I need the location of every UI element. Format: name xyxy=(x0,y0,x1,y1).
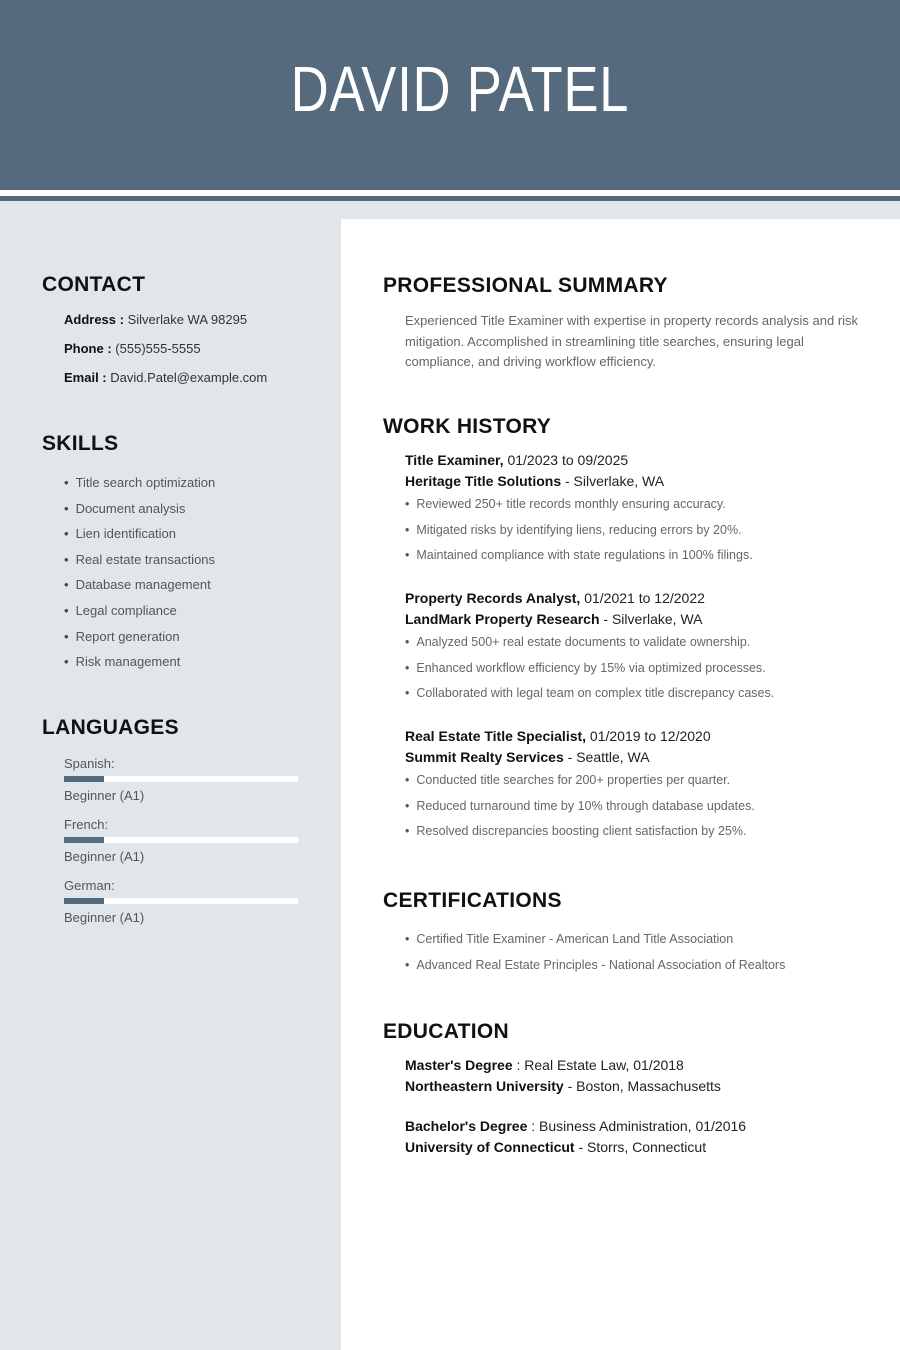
certification-item: • Advanced Real Estate Principles - National Association of Realtors xyxy=(405,956,785,982)
education-school: University of Connecticut xyxy=(405,1139,575,1155)
education-school: Northeastern University xyxy=(405,1078,564,1094)
contact-address xyxy=(64,312,247,327)
contact-email xyxy=(64,370,267,385)
job-company-line xyxy=(405,471,875,492)
education-entry xyxy=(405,1116,875,1158)
address-label: Address : xyxy=(64,312,124,327)
skill-item: • Legal compliance xyxy=(64,602,215,628)
job-company-line xyxy=(405,747,875,768)
education-school-line xyxy=(405,1137,875,1158)
job-bullet: • Reduced turnaround time by 10% through database updates. xyxy=(405,797,875,823)
job-role: Title Examiner, xyxy=(405,452,504,468)
job-company-line xyxy=(405,609,875,630)
language-entry xyxy=(64,756,298,803)
education-location: - Boston, Massachusetts xyxy=(563,1078,721,1094)
language-name: Spanish: xyxy=(64,756,115,771)
job-location: - Silverlake, WA xyxy=(561,473,665,489)
language-proficiency-fill xyxy=(64,898,104,904)
job-dates: 01/2023 to 09/2025 xyxy=(503,452,629,468)
job-location: - Seattle, WA xyxy=(563,749,650,765)
job-bullet: • Maintained compliance with state regulations in 100% filings. xyxy=(405,546,875,572)
candidate-name: DAVID PATEL xyxy=(290,53,630,125)
education-location: - Storrs, Connecticut xyxy=(574,1139,707,1155)
education-entry xyxy=(405,1055,875,1097)
job-bullet: • Mitigated risks by identifying liens, reducing errors by 20%. xyxy=(405,521,875,547)
job-title-line xyxy=(405,450,875,471)
phone-label: Phone : xyxy=(64,341,112,356)
contact-phone xyxy=(64,341,201,356)
education-degree: Bachelor's Degree xyxy=(405,1118,528,1134)
job-role: Real Estate Title Specialist, xyxy=(405,728,587,744)
education-degree: Master's Degree xyxy=(405,1057,513,1073)
job-title-line xyxy=(405,588,875,609)
language-proficiency-fill xyxy=(64,837,104,843)
job-company: Heritage Title Solutions xyxy=(405,473,562,489)
phone-value: (555)555-5555 xyxy=(115,341,201,356)
language-proficiency-bar xyxy=(64,837,298,843)
skill-item: • Database management xyxy=(64,576,215,602)
education-degree-line xyxy=(405,1116,875,1137)
language-proficiency-bar xyxy=(64,776,298,782)
education-title: EDUCATION xyxy=(383,1020,509,1043)
address-value: Silverlake WA 98295 xyxy=(127,312,248,327)
languages-title: LANGUAGES xyxy=(42,716,179,739)
job-bullet: • Enhanced workflow efficiency by 15% via optimized processes. xyxy=(405,659,875,685)
skill-item: • Risk management xyxy=(64,653,215,679)
contact-title: CONTACT xyxy=(42,273,146,296)
language-entry xyxy=(64,878,298,925)
language-level: Beginner (A1) xyxy=(64,910,145,925)
language-entry xyxy=(64,817,298,864)
email-label: Email : xyxy=(64,370,107,385)
language-name: French: xyxy=(64,817,109,832)
job-entry xyxy=(405,588,875,710)
job-entry xyxy=(405,450,875,572)
language-level: Beginner (A1) xyxy=(64,788,145,803)
education-degree-line xyxy=(405,1055,875,1076)
skill-item: • Report generation xyxy=(64,628,215,654)
certifications-list xyxy=(405,930,785,981)
skills-list xyxy=(64,474,215,679)
work-history-title: WORK HISTORY xyxy=(383,415,552,438)
skill-item: • Lien identification xyxy=(64,525,215,551)
job-title-line xyxy=(405,726,875,747)
job-bullet: • Analyzed 500+ real estate documents to validate ownership. xyxy=(405,633,875,659)
job-bullet: • Reviewed 250+ title records monthly ensuring accuracy. xyxy=(405,495,875,521)
job-bullet: • Conducted title searches for 200+ properties per quarter. xyxy=(405,771,875,797)
certifications-title: CERTIFICATIONS xyxy=(383,889,562,912)
job-dates: 01/2019 to 12/2020 xyxy=(586,728,711,744)
top-strip xyxy=(341,201,900,219)
skills-title: SKILLS xyxy=(42,432,119,455)
education-field: : Business Administration, 01/2016 xyxy=(527,1118,747,1134)
job-role: Property Records Analyst, xyxy=(405,590,581,606)
job-company: Summit Realty Services xyxy=(405,749,564,765)
language-level: Beginner (A1) xyxy=(64,849,145,864)
education-field: : Real Estate Law, 01/2018 xyxy=(512,1057,684,1073)
job-bullets xyxy=(405,633,875,710)
language-proficiency-bar xyxy=(64,898,298,904)
education-school-line xyxy=(405,1076,875,1097)
skill-item: • Title search optimization xyxy=(64,474,215,500)
email-value: David.Patel@example.com xyxy=(110,370,268,385)
job-dates: 01/2021 to 12/2022 xyxy=(580,590,705,606)
job-bullet: • Resolved discrepancies boosting client satisfaction by 25%. xyxy=(405,822,875,848)
job-bullets xyxy=(405,495,875,572)
job-entry xyxy=(405,726,875,848)
summary-title: PROFESSIONAL SUMMARY xyxy=(383,274,668,297)
skill-item: • Document analysis xyxy=(64,500,215,526)
job-bullets xyxy=(405,771,875,848)
summary-text: Experienced Title Examiner with expertise in property records analysis and risk mitigation. Accomplished in streamlining title searches, ensuring legal compliance, and driving workflow efficiency. xyxy=(405,313,859,369)
job-company: LandMark Property Research xyxy=(405,611,600,627)
language-proficiency-fill xyxy=(64,776,104,782)
job-bullet: • Collaborated with legal team on complex title discrepancy cases. xyxy=(405,684,875,710)
certification-item: • Certified Title Examiner - American Land Title Association xyxy=(405,930,785,956)
language-name: German: xyxy=(64,878,115,893)
job-location: - Silverlake, WA xyxy=(599,611,703,627)
skill-item: • Real estate transactions xyxy=(64,551,215,577)
